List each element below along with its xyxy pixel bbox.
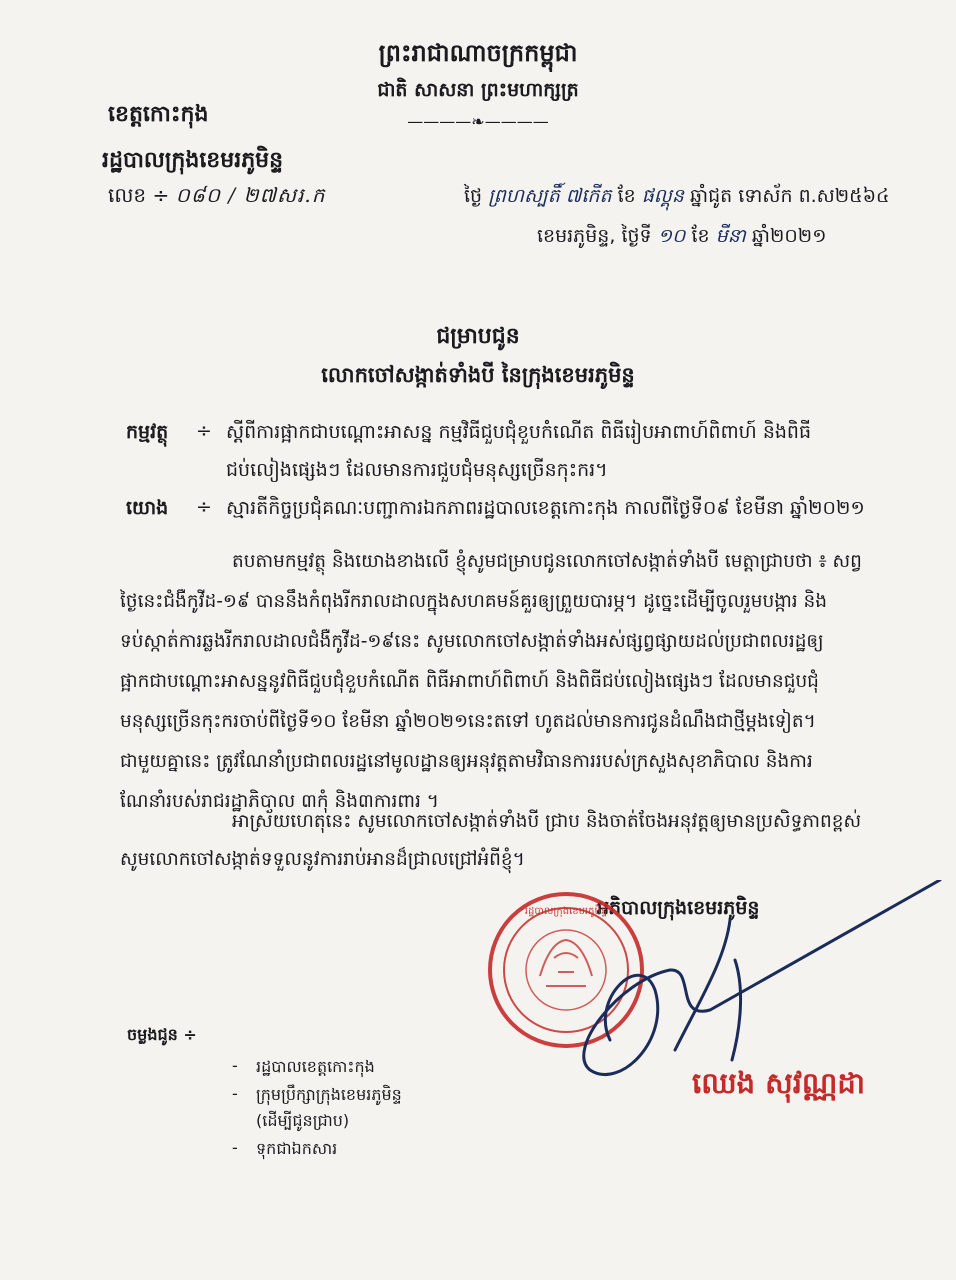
signature-stroke bbox=[732, 960, 741, 1060]
seal-text: រដ្ឋបាលក្រុងខេមរភូមិន្ទ bbox=[524, 906, 608, 917]
body-p1-line-4: ផ្អាកជាបណ្តោះអាសន្ននូវពិធីជួបជុំខួបកំណើត ពិធីអាពាហ៍ពិពាហ៍ និងពិធីជប់លៀងផ្សេងៗ ដែលមានជួបជុំ bbox=[120, 671, 819, 692]
subject-line-2: ជប់លៀងផ្សេងៗ ដែលមានការជួបជុំមនុស្សច្រើនកុះករ។ bbox=[226, 459, 608, 481]
subject-line-1: ស្តីពីការផ្អាកជាបណ្តោះអាសន្ន កម្មវិធីជួបជុំខួបកំណើត ពិធីរៀបអាពាហ៍ពិពាហ៍ និងពិធី bbox=[226, 421, 812, 443]
body-p1-line-7: ណែនាំរបស់រាជរដ្ឋាភិបាល ៣កុំ និង៣ការពារ ។ bbox=[120, 791, 439, 812]
lunar-year: ឆ្នាំជូត ទោស័ក ព.ស២៥៦៤ bbox=[690, 185, 890, 207]
subject-label: កម្មវត្ថុ bbox=[126, 421, 169, 443]
reference-line-1: ស្មារតីកិច្ចប្រជុំគណៈបញ្ជាការឯកភាពរដ្ឋបាលខេត្តកោះកុង កាលពីថ្ងៃទី០៩ ខែមីនា ឆ្នាំ២០២១ bbox=[226, 497, 865, 519]
body-p1-line-6: ជាមួយគ្នានេះ ត្រូវណែនាំប្រជាពលរដ្ឋនៅមូលដ្ឋានឲ្យអនុវត្តតាមវិធានការរបស់ក្រសួងសុខាភិបាល និងការ bbox=[120, 751, 813, 772]
solar-year: ឆ្នាំ២០២១ bbox=[751, 225, 827, 247]
lunar-day-handwritten: ព្រហស្បតិ៍ ៧កើត bbox=[488, 185, 612, 207]
handwritten-signature bbox=[584, 880, 940, 1075]
notice-recipient: លោកចៅសង្កាត់ទាំងបី នៃក្រុងខេមរភូមិន្ទ bbox=[321, 363, 635, 387]
solar-date bbox=[537, 224, 827, 252]
body-p1-line-3: ទប់ស្កាត់ការឆ្លងរីករាលដាលជំងឺកូវីដ-១៩នេះ សូមលោកចៅសង្កាត់ទាំងអស់ផ្សព្វផ្សាយដល់ប្រជាពលរដ្ឋឲ្យ bbox=[120, 631, 824, 652]
subject-separator: ÷ bbox=[196, 420, 212, 442]
reference-number-value: ០៨០ / ២៧សរ.ក bbox=[175, 183, 326, 207]
notice-heading: ជម្រាបជូន bbox=[436, 324, 520, 349]
signatory-title: អភិបាលក្រុងខេមរភូមិន្ទ bbox=[597, 897, 760, 919]
cc-bullet: - bbox=[232, 1084, 238, 1103]
official-seal-stamp bbox=[490, 894, 642, 1046]
lunar-date bbox=[464, 184, 890, 212]
lunar-month-handwritten: ផល្គុន bbox=[641, 185, 684, 207]
body-p1-line-5: មនុស្សច្រើនកុះករចាប់ពីថ្ងៃទី១០ ខែមីនា ឆ្នាំ២០២១នេះតទៅ ហូតដល់មានការជូនដំណឹងជាថ្មីម្តងទៀត។ bbox=[120, 711, 816, 732]
cc-item-2-note: (ដើម្បីជូនជ្រាប) bbox=[256, 1111, 350, 1130]
national-motto: ជាតិ សាសនា ព្រះមហាក្សត្រ bbox=[377, 79, 579, 101]
solar-month: មីនា bbox=[715, 225, 746, 247]
solar-month-label: ខែ bbox=[691, 225, 710, 247]
body-p2-line-2: សូមលោកចៅសង្កាត់ទទួលនូវការរាប់អានដ៏ជ្រាលជ្រៅអំពីខ្ញុំ។ bbox=[120, 849, 525, 870]
body-p2-line-1: អាស្រ័យហេតុនេះ សូមលោកចៅសង្កាត់ទាំងបី ជ្រាប និងចាត់ចែងអនុវត្តឲ្យមានប្រសិទ្ធភាពខ្ពស់ bbox=[232, 811, 862, 832]
header-ornament: ————❧———— bbox=[407, 112, 549, 131]
reference-number-label: លេខ ÷ bbox=[108, 183, 170, 207]
cc-title: ចម្លងជូន ÷ bbox=[127, 1025, 197, 1044]
kingdom-heading: ព្រះរាជាណាចក្រកម្ពុជា bbox=[378, 39, 578, 67]
reference-separator: ÷ bbox=[196, 496, 212, 518]
cc-bullet: - bbox=[232, 1138, 238, 1157]
cc-bullet: - bbox=[232, 1056, 238, 1075]
sender-department: រដ្ឋបាលក្រុងខេមរភូមិន្ទ bbox=[102, 148, 284, 173]
cc-item-3: ទុកជាឯកសារ bbox=[256, 1139, 338, 1158]
solar-day: ១០ bbox=[657, 225, 686, 247]
reference-label: យោង bbox=[126, 497, 169, 519]
sender-province: ខេត្តកោះកុង bbox=[108, 102, 209, 127]
body-p1-line-1: តបតាមកម្មវត្ថុ និងយោងខាងលើ ខ្ញុំសូមជម្រាបជូនលោកចៅសង្កាត់ទាំងបី មេត្តាជ្រាបថា ៖ សព្វ bbox=[232, 551, 862, 572]
lunar-day-label: ថ្ងៃ bbox=[464, 185, 483, 207]
cc-item-2: ក្រុមប្រឹក្សាក្រុងខេមរភូមិន្ទ bbox=[256, 1085, 402, 1104]
body-p1-line-2: ថ្ងៃនេះជំងឺកូវីដ-១៩ បាននឹងកំពុងរីករាលដាលក្នុងសហគមន៍គួរឲ្យព្រួយបារម្ភ។ ដូច្នេះដើម្បីចូលរួមបង្ការ និង bbox=[120, 591, 828, 612]
reference-number bbox=[108, 182, 325, 212]
cc-item-1: រដ្ឋបាលខេត្តកោះកុង bbox=[256, 1057, 375, 1076]
lunar-month-label: ខែ bbox=[617, 185, 636, 207]
signer-name: ឈេង សុវណ្ណដា bbox=[692, 1066, 865, 1100]
solar-day-label: ខេមរភូមិន្ទ, ថ្ងៃទី bbox=[537, 225, 652, 247]
